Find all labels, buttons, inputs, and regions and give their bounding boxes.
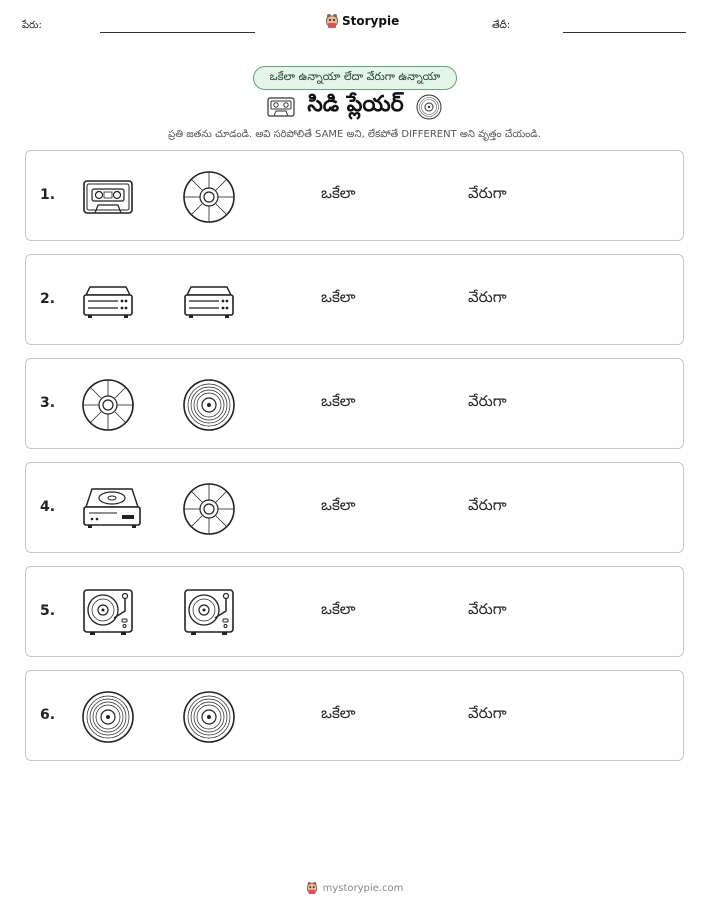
same-option[interactable]: ఒకేలా: [321, 392, 356, 410]
question-number: 6.: [40, 707, 56, 723]
question-row: [25, 254, 684, 345]
name-label: పేరు:: [22, 20, 42, 31]
storypie-mascot-icon: [325, 13, 339, 29]
question-row: [25, 150, 684, 241]
vinyl-record-icon: [416, 94, 442, 120]
page-title: సిడి ప్లేయర్: [307, 92, 404, 117]
cd-player-deck-icon: [183, 275, 235, 327]
name-field-line[interactable]: [100, 32, 255, 33]
question-row: [25, 670, 684, 761]
different-option[interactable]: వేరుగా: [468, 392, 507, 410]
cd-player-deck-icon: [82, 275, 134, 327]
vinyl-record-icon: [183, 691, 235, 743]
activity-type-pill: ఒకేలా ఉన్నాయా లేదా వేరుగా ఉన్నాయా: [253, 66, 457, 90]
vinyl-record-icon: [183, 379, 235, 431]
different-option[interactable]: వేరుగా: [468, 184, 507, 202]
different-option[interactable]: వేరుగా: [468, 704, 507, 722]
cd-disc-icon: [183, 483, 235, 535]
same-option[interactable]: ఒకేలా: [321, 704, 356, 722]
cd-disc-icon: [82, 379, 134, 431]
turntable-icon: [82, 587, 134, 639]
question-number: 4.: [40, 499, 56, 515]
footer: [0, 881, 709, 895]
same-option[interactable]: ఒకేలా: [321, 288, 356, 306]
date-label: తేదీ:: [492, 20, 511, 31]
same-option[interactable]: ఒకేలా: [321, 496, 356, 514]
same-option[interactable]: ఒకేలా: [321, 600, 356, 618]
title-row: [0, 92, 709, 122]
cd-disc-icon: [183, 171, 235, 223]
cassette-tape-icon: [267, 97, 295, 117]
question-number: 2.: [40, 291, 56, 307]
storypie-mascot-icon: [306, 881, 318, 895]
brand-logo: [325, 13, 399, 29]
cassette-tape-icon: [82, 171, 134, 223]
brand-name: Storypie: [342, 14, 400, 28]
question-row: [25, 462, 684, 553]
different-option[interactable]: వేరుగా: [468, 496, 507, 514]
question-number: 3.: [40, 395, 56, 411]
question-row: [25, 358, 684, 449]
footer-url[interactable]: mystorypie.com: [322, 882, 404, 894]
different-option[interactable]: వేరుగా: [468, 600, 507, 618]
date-field-line[interactable]: [563, 32, 686, 33]
instructions-text: ప్రతి జతను చూడండి. అవి సరిపోలితే SAME అని, లేకపోతే DIFFERENT అని వృత్తం చేయండి.: [168, 129, 541, 140]
question-row: [25, 566, 684, 657]
cd-player-open-icon: [82, 483, 134, 535]
different-option[interactable]: వేరుగా: [468, 288, 507, 306]
turntable-icon: [183, 587, 235, 639]
question-number: 5.: [40, 603, 56, 619]
question-number: 1.: [40, 187, 56, 203]
vinyl-record-icon: [82, 691, 134, 743]
same-option[interactable]: ఒకేలా: [321, 184, 356, 202]
